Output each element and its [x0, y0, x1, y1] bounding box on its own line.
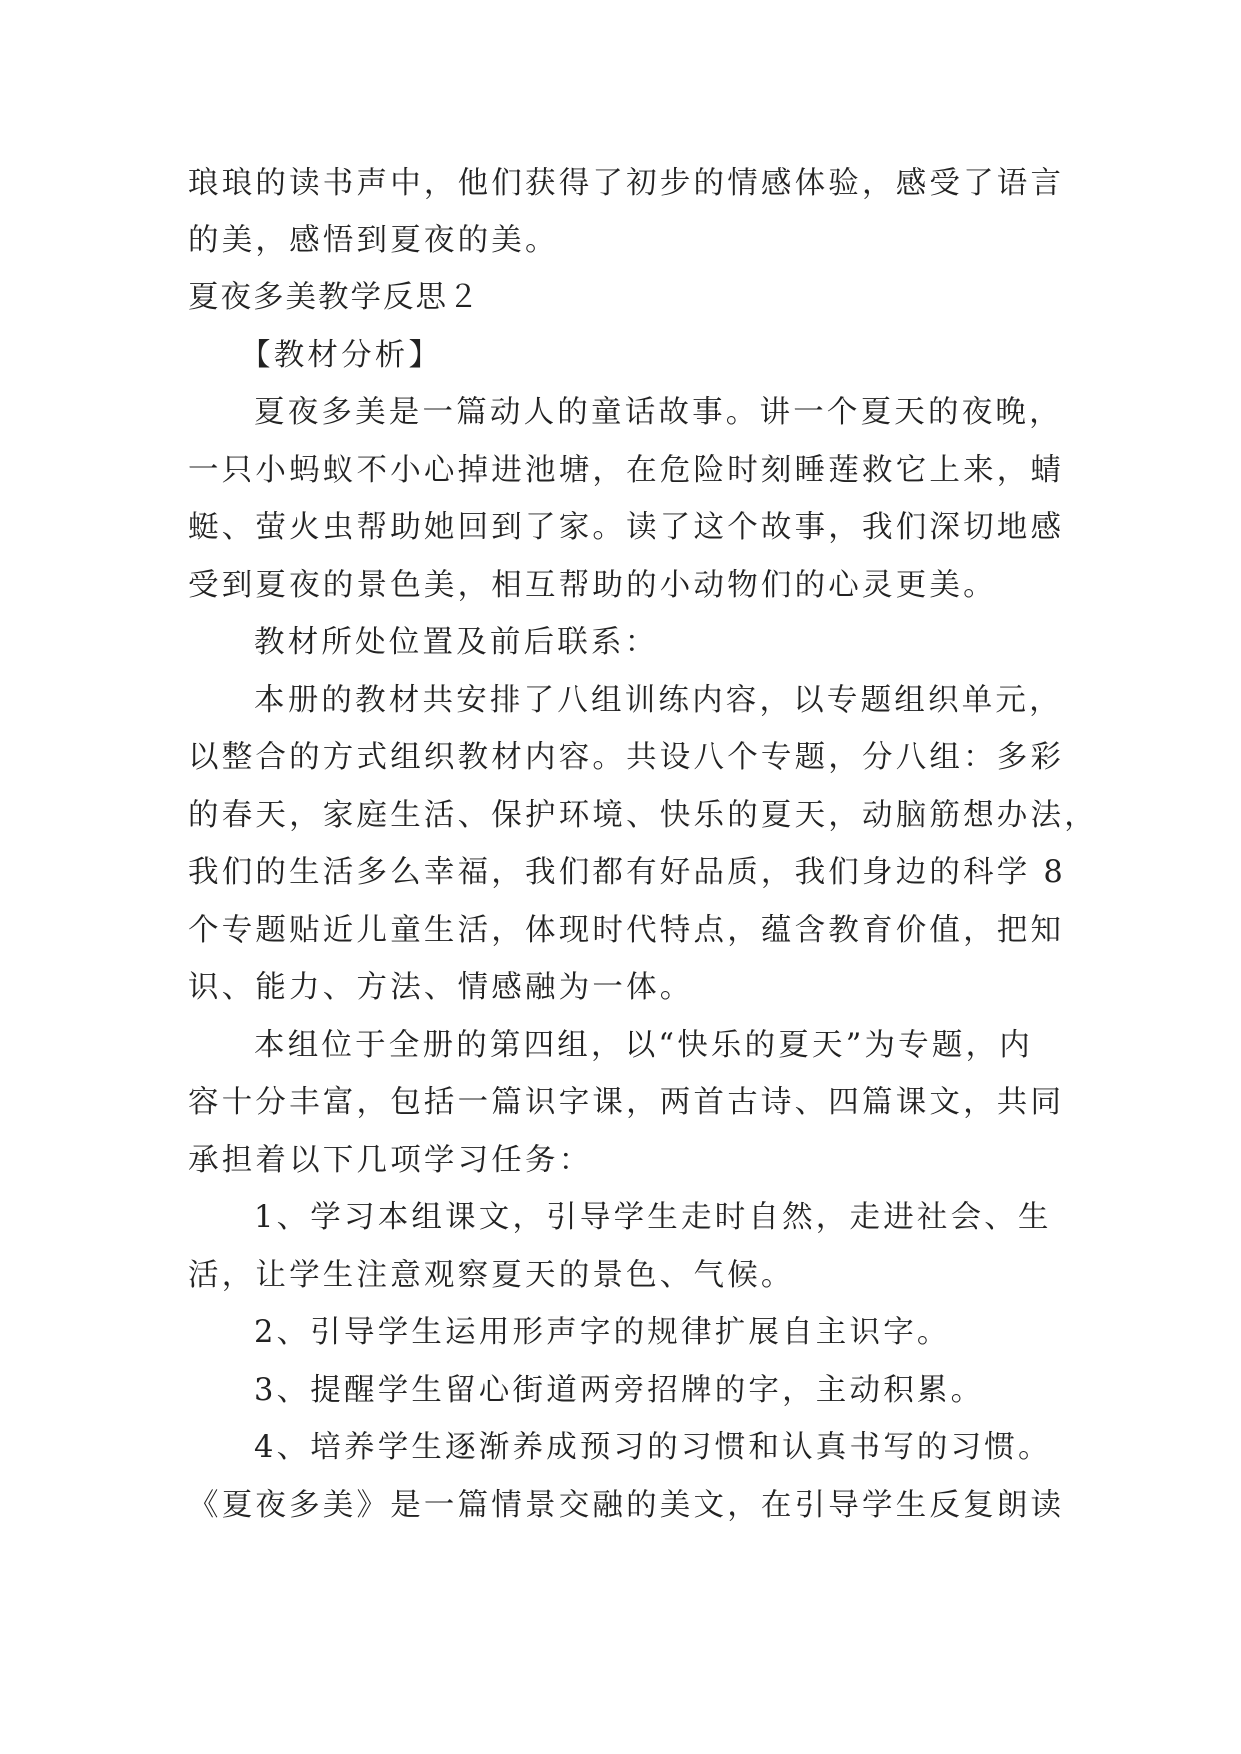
text-line: 识、能力、方法、情感融为一体。 — [188, 970, 694, 1005]
text-line: 琅琅的读书声中，他们获得了初步的情感体验，感受了语言 — [188, 166, 1065, 201]
text-line: 《夏夜多美》是一篇情景交融的美文，在引导学生反复朗读 — [188, 1488, 1065, 1523]
text-line: 活，让学生注意观察夏天的景色、气候。 — [188, 1258, 795, 1293]
text-line: 的美，感悟到夏夜的美。 — [188, 223, 559, 258]
list-item: 1、学习本组课文，引导学生走时自然，走进社会、生 — [254, 1200, 1052, 1235]
list-item: 4、培养学生逐渐养成预习的习惯和认真书写的习惯。 — [254, 1430, 1052, 1465]
text-line: 承担着以下几项学习任务： — [188, 1143, 593, 1178]
list-item: 3、提醒学生留心街道两旁招牌的字，主动积累。 — [254, 1373, 985, 1408]
text-line: 以整合的方式组织教材内容。共设八个专题，分八组：多彩 — [188, 740, 1065, 775]
text-line: 容十分丰富，包括一篇识字课，两首古诗、四篇课文，共同 — [188, 1085, 1065, 1120]
subsection-heading: 【教材分析】 — [240, 338, 443, 373]
text-line: 夏夜多美是一篇动人的童话故事。讲一个夏天的夜晚， — [254, 395, 1063, 430]
text-line: 本组位于全册的第四组，以“快乐的夏天”为专题，内 — [254, 1028, 1033, 1063]
text-line: 一只小蚂蚁不小心掉进池塘，在危险时刻睡莲救它上来，蜻 — [188, 453, 1065, 488]
text-line: 个专题贴近儿童生活，体现时代特点，蕴含教育价值，把知 — [188, 913, 1065, 948]
text-line: 的春天，家庭生活、保护环境、快乐的夏天，动脑筋想办法， — [188, 798, 1098, 833]
text-line: 蜓、萤火虫帮助她回到了家。读了这个故事，我们深切地感 — [188, 510, 1065, 545]
text-line: 教材所处位置及前后联系： — [254, 625, 659, 660]
text-line: 受到夏夜的景色美，相互帮助的小动物们的心灵更美。 — [188, 568, 997, 603]
section-heading: 夏夜多美教学反思２ — [188, 280, 481, 315]
text-line: 我们的生活多么幸福，我们都有好品质，我们身边的科学 8 — [188, 855, 1066, 890]
text-line: 本册的教材共安排了八组训练内容，以专题组织单元， — [254, 683, 1063, 718]
list-item: 2、引导学生运用形声字的规律扩展自主识字。 — [254, 1315, 951, 1350]
